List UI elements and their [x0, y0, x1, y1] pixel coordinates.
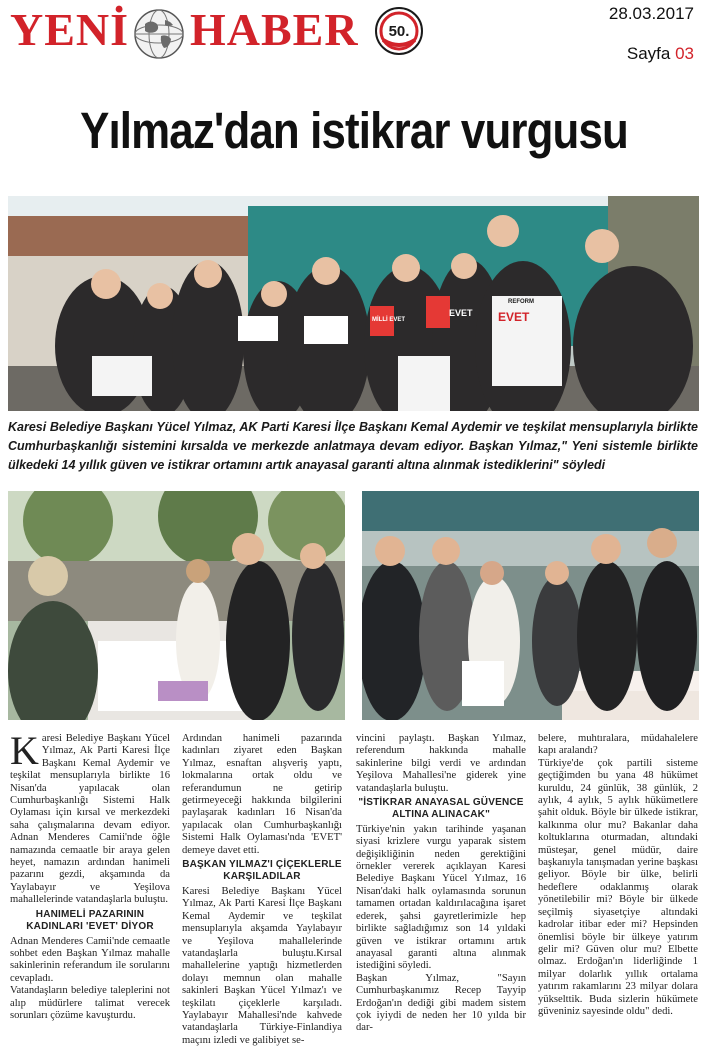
photo-bottom-right [362, 491, 699, 720]
article-paragraph: Vatandaşların belediye taleplerini not alıp müdürlere talimat verecek sorunları çözüme kavuşturdu. [10, 985, 170, 1021]
photo-bottom-left [8, 491, 345, 720]
drop-cap: K [10, 728, 39, 773]
article-column-1 [10, 728, 170, 1022]
page-number: 03 [675, 44, 694, 63]
logo-word-yeni: YENİ [10, 4, 130, 55]
article-column-2 [182, 733, 342, 1047]
page-label [627, 44, 694, 64]
article-column-4 [538, 733, 698, 1018]
article-paragraph: vincini paylaştı. Başkan Yılmaz, referendum hakkında mahalle sakinlerine bilgi verdi ve ardından Yeşilova Mahallesi'ne giderek yine vatandaşlarla buluştu. [356, 733, 526, 794]
headline: Yılmaz'dan istikrar vurgusu [80, 102, 628, 159]
sign-milli-evet: MİLLİ EVET [372, 317, 405, 323]
anniversary-badge-icon [374, 6, 424, 56]
article-subheading: BAŞKAN YILMAZ'I ÇİÇEKLERLE KARŞILADILAR [182, 859, 342, 883]
sign-reform: REFORM [508, 299, 534, 305]
article-paragraph: belere, muhtıralara, müdahalelere kapı aralandı? [538, 733, 698, 757]
article-paragraph: aresi Belediye Başkanı Yücel Yılmaz, Ak Parti Karesi İlçe Başkanı Kemal Aydemir ve teşkilat mensuplarıyla birlikte 16 Nisan'da yapılacak olan Cumhurbaşkanlığı Sistemi Halk Oylaması için kırsal ve merkezdeki saha çalışmalarına devam ediyor. Adnan Menderes Camii'nde öğle namazında cemaatle bir araya gelen heyet, namazın ardından hanimeli pazarını gezdi, akşamında da Yaylabayır ve Yeşilova mahallelerinde vatandaşlarla buluştu. [10, 733, 170, 906]
article-paragraph: Adnan Menderes Camii'nde cemaatle sohbet eden Başkan Yılmaz mahalle sakinlerinin referandum ile sorularını cevapladı. [10, 935, 170, 984]
page-label-text: Sayfa [626, 44, 671, 63]
issue-date: 28.03.2017 [608, 4, 694, 23]
sign-evet-2: EVET [498, 310, 530, 324]
logo-word-haber: HABER [190, 4, 359, 55]
article-paragraph: Türkiye'de çok partili sisteme geçtiğimden bu yana 48 hükümet kuruldu, 24 günlük, 38 günlük, 2 aylık, 4 aylık, 5 aylık hükümetlere şahit olduk. Böyle bir ülkede istikrar, kalkınma olur mu? Bakanlar daha koltuklarına oturmadan, altındaki müsteşar, genel müdür, daire başkanıyla tanışmadan yerine başkası geliyor. Böyle bir ülke, belirli hedeflere odaklanmış olarak yönetilebilir mi? Böyle bir ülkede seçilmiş siyasetçiye altındaki kadrolar itibar eder mi? Hepsinden önemlisi böyle bir ülkeye yatırım gelir mi? Güven olur mu? Elbette olmaz. Erdoğan'ın liderliğinde 1 milyar dolarlık yıllık ortalama yatırım rakamlarını 23 milyar dolara yükselttik. Buda sizlerin hükümete güveniniz sayesinde oldu" dedi. [538, 757, 698, 1017]
globe-icon [133, 8, 185, 60]
sign-evet-1: EVET [449, 308, 473, 318]
article-paragraph: Türkiye'nin yakın tarihinde yaşanan siyasi krizlere vurgu yaparak sistem değişikliğinin neden gerektiğini örnekler vererek açıklayan Karesi Belediye Başkanı Yücel Yılmaz, 16 Nisan'daki halk oylamasında sorunun tamamen ortadan kaldırılacağına işaret ederek, şahsi gayretlerimizle hep birlikte sağladığımız son 14 yıldaki güven ve istikrar ortamını artık anayasal garanti altına alınmak istediğini söyledi. [356, 823, 526, 972]
article-column-3 [356, 733, 526, 1035]
article-subheading: "İSTİKRAR ANAYASAL GÜVENCE ALTINA ALINACAK" [358, 797, 524, 821]
photo-top [8, 196, 699, 411]
badge-text: 50. [388, 23, 410, 40]
article-paragraph: Ardından hanimeli pazarında kadınları ziyaret eden Başkan Yılmaz, esnaftan alışveriş yaptı, lokmalarına ortak oldu ve referandumun ne getirip getirmeyeceği hakkında bilgilerini paylaşarak kadınları 16 Nisan'da yapılacak olan Cumhurbaşkanlığı Sistemi Halk Oylaması'nda 'EVET' demeye davet etti. [182, 733, 342, 856]
article-paragraph: Karesi Belediye Başkanı Yücel Yılmaz, Ak Parti Karesi İlçe Başkanı Kemal Aydemir ve teşkilat mensuplarıyla akşamda Yaylabayır ve Yeşilova mahallelerinde vatandaşlarla buluştu.Kırsal mahallelerine yaptığı hizmetlerden dolayı memnun olan mahalle sakinleri Başkan Yücel Yılmaz'ı ve teşkilatı çiçeklerle karşıladı. Yaylabayır Mahallesi'nde kahvede vatandaşlarla Türkiye-Finlandiya maçını izledi ve galibiyet se- [182, 885, 342, 1046]
article-paragraph: Başkan Yılmaz, "Sayın Cumhurbaşkanımız Recep Tayyip Erdoğan'ın dediği gibi madem sistem çok iyiydi de neden her 10 yılda bir dar- [356, 972, 526, 1034]
masthead [0, 0, 706, 70]
photo-caption: Karesi Belediye Başkanı Yücel Yılmaz, AK Parti Karesi İlçe Başkanı Kemal Aydemir ve teşkilat mensuplarıyla birlikte Cumhurbaşkanlığı sistemini kırsalda ve merkezde anlatmaya devam ediyor. Başkan Yılmaz," Yeni sistemle birlikte ülkedeki 14 yıllık güven ve istikrar ortamını artık anayasal garanti altına alınmak istediklerini" söyledi [8, 420, 698, 472]
article-subheading: HANIMELİ PAZARININ KADINLARI 'EVET' DİYOR [26, 908, 154, 933]
